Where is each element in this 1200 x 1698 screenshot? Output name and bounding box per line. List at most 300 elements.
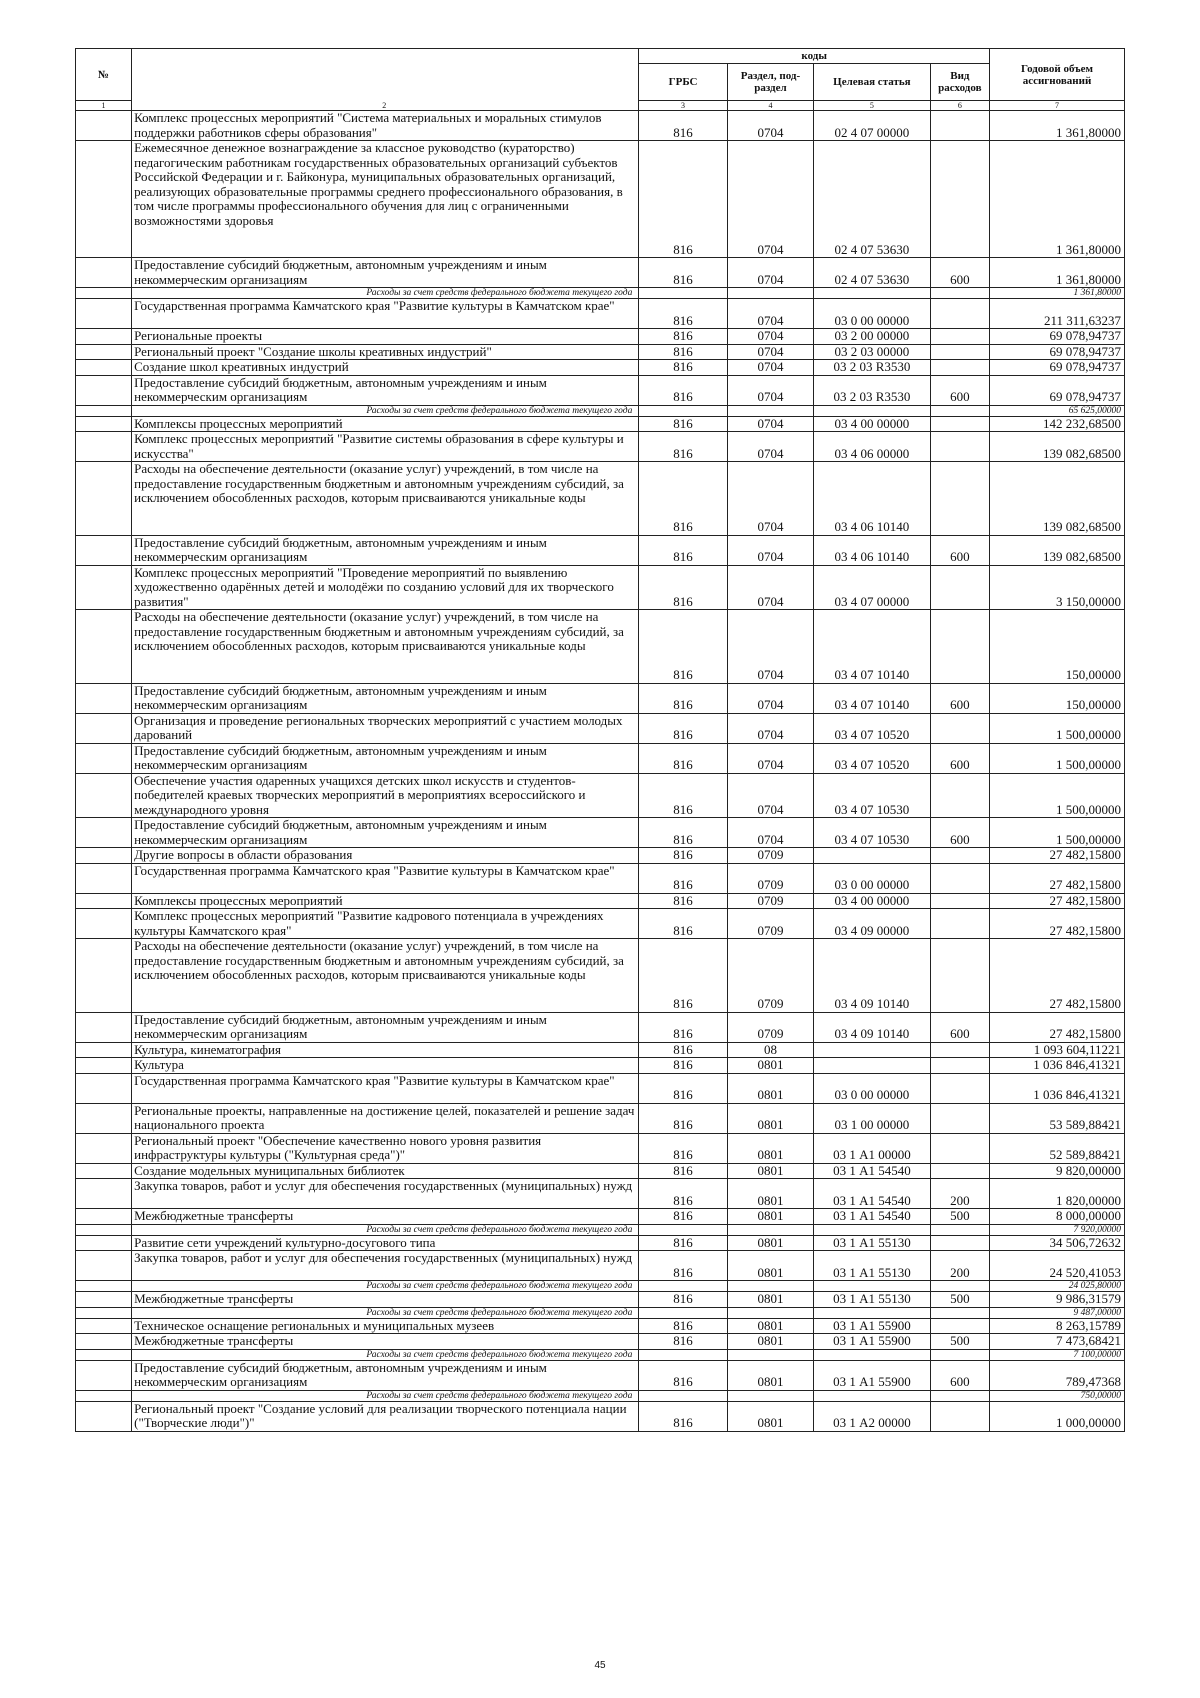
row-number-cell — [76, 299, 132, 329]
header-grbs: ГРБС — [639, 64, 727, 101]
amount-cell: 1 093 604,11221 — [990, 1042, 1125, 1058]
row-number-cell — [76, 329, 132, 345]
row-number-cell — [76, 939, 132, 1013]
row-number-cell — [76, 1179, 132, 1209]
expense-kind-cell — [930, 1058, 989, 1074]
grbs-cell: 816 — [639, 258, 727, 288]
row-name: Предоставление субсидий бюджетным, автономным учреждениям и иным некоммерческим организациям — [132, 1012, 639, 1042]
row-number-cell — [76, 288, 132, 299]
row-name: Предоставление субсидий бюджетным, автономным учреждениям и иным некоммерческим организациям — [132, 535, 639, 565]
section-cell: 0801 — [727, 1058, 813, 1074]
row-number-cell — [76, 1401, 132, 1431]
table-row — [76, 773, 1125, 818]
amount-cell: 53 589,88421 — [990, 1103, 1125, 1133]
row-name: Организация и проведение региональных творческих мероприятий с участием молодых дарований — [132, 713, 639, 743]
expense-kind-cell — [930, 1163, 989, 1179]
expense-kind-cell — [930, 773, 989, 818]
target-article-cell: 03 1 А1 54540 — [814, 1179, 931, 1209]
row-name: Закупка товаров, работ и услуг для обеспечения государственных (муниципальных) нужд — [132, 1179, 639, 1209]
row-name: Государственная программа Камчатского края "Развитие культуры в Камчатском крае" — [132, 1073, 639, 1103]
grbs-cell: 816 — [639, 1360, 727, 1390]
header-annual-amount: Годовой объем ассигнований — [990, 49, 1125, 101]
amount-cell: 7 920,00000 — [990, 1224, 1125, 1235]
amount-cell: 7 473,68421 — [990, 1334, 1125, 1350]
row-name: Расходы на обеспечение деятельности (оказание услуг) учреждений, в том числе на предоставление государственным бюджетным и автономным учреждениям субсидий, за исключением обособленных расходов, которым присваиваются уникальные коды — [132, 610, 639, 684]
grbs-cell: 816 — [639, 1292, 727, 1308]
expense-kind-cell — [930, 344, 989, 360]
amount-cell: 52 589,88421 — [990, 1133, 1125, 1163]
row-name: Обеспечение участия одаренных учащихся детских школ искусств и студентов-победителей краевых творческих мероприятий в мероприятиях всероссийского и международного уровня — [132, 773, 639, 818]
row-number-cell — [76, 818, 132, 848]
row-number-cell — [76, 1042, 132, 1058]
table-row — [76, 1209, 1125, 1225]
table-row — [76, 1318, 1125, 1334]
amount-cell: 27 482,15800 — [990, 939, 1125, 1013]
target-article-cell — [814, 1281, 931, 1292]
table-row — [76, 1401, 1125, 1431]
row-name: Региональные проекты, направленные на достижение целей, показателей и решение задач национального проекта — [132, 1103, 639, 1133]
row-name: Комплексы процессных мероприятий — [132, 893, 639, 909]
table-row — [76, 1012, 1125, 1042]
grbs-cell: 816 — [639, 610, 727, 684]
grbs-cell: 816 — [639, 565, 727, 610]
table-row — [76, 565, 1125, 610]
section-cell: 0801 — [727, 1163, 813, 1179]
expense-kind-cell — [930, 848, 989, 864]
section-cell: 0704 — [727, 683, 813, 713]
grbs-cell: 816 — [639, 683, 727, 713]
expense-kind-cell: 500 — [930, 1292, 989, 1308]
section-cell: 08 — [727, 1042, 813, 1058]
section-cell: 0801 — [727, 1103, 813, 1133]
target-article-cell: 03 4 07 10530 — [814, 773, 931, 818]
target-article-cell — [814, 1058, 931, 1074]
expense-kind-cell — [930, 1073, 989, 1103]
row-name: Развитие сети учреждений культурно-досугового типа — [132, 1235, 639, 1251]
table-row — [76, 1058, 1125, 1074]
table-row — [76, 713, 1125, 743]
grbs-cell: 816 — [639, 1209, 727, 1225]
grbs-cell: 816 — [639, 535, 727, 565]
section-cell — [727, 405, 813, 416]
amount-cell: 34 506,72632 — [990, 1235, 1125, 1251]
grbs-cell: 816 — [639, 141, 727, 258]
expense-kind-cell — [930, 1103, 989, 1133]
amount-cell: 27 482,15800 — [990, 909, 1125, 939]
federal-budget-row — [76, 1349, 1125, 1360]
expense-kind-cell — [930, 1401, 989, 1431]
federal-budget-row — [76, 1307, 1125, 1318]
section-cell: 0709 — [727, 909, 813, 939]
target-article-cell: 03 1 А1 54540 — [814, 1209, 931, 1225]
row-number-cell — [76, 1334, 132, 1350]
table-row — [76, 1251, 1125, 1281]
row-number-cell — [76, 1307, 132, 1318]
target-article-cell — [814, 1042, 931, 1058]
expense-kind-cell: 500 — [930, 1334, 989, 1350]
section-cell: 0709 — [727, 893, 813, 909]
expense-kind-cell — [930, 288, 989, 299]
table-row — [76, 375, 1125, 405]
table-row — [76, 610, 1125, 684]
federal-budget-row — [76, 1224, 1125, 1235]
section-cell — [727, 1224, 813, 1235]
section-cell: 0704 — [727, 258, 813, 288]
grbs-cell — [639, 1307, 727, 1318]
expense-kind-cell — [930, 299, 989, 329]
table-row — [76, 111, 1125, 141]
amount-cell: 65 625,00000 — [990, 405, 1125, 416]
expense-kind-cell — [930, 1042, 989, 1058]
expense-kind-cell — [930, 909, 989, 939]
row-number-cell — [76, 344, 132, 360]
section-cell: 0704 — [727, 535, 813, 565]
row-name: Создание модельных муниципальных библиотек — [132, 1163, 639, 1179]
target-article-cell: 03 1 00 00000 — [814, 1103, 931, 1133]
row-number-cell — [76, 111, 132, 141]
row-number-cell — [76, 1318, 132, 1334]
federal-budget-note: Расходы за счет средств федерального бюджета текущего года — [132, 1349, 639, 1360]
federal-budget-row — [76, 405, 1125, 416]
table-body — [76, 111, 1125, 1432]
row-name: Государственная программа Камчатского края "Развитие культуры в Камчатском крае" — [132, 299, 639, 329]
amount-cell: 1 500,00000 — [990, 818, 1125, 848]
section-cell — [727, 1307, 813, 1318]
row-name: Региональный проект "Создание школы креативных индустрий" — [132, 344, 639, 360]
row-number-cell — [76, 773, 132, 818]
grbs-cell: 816 — [639, 1318, 727, 1334]
expense-kind-cell — [930, 893, 989, 909]
row-name: Предоставление субсидий бюджетным, автономным учреждениям и иным некоммерческим организациям — [132, 375, 639, 405]
row-name: Культура, кинематография — [132, 1042, 639, 1058]
table-row — [76, 329, 1125, 345]
amount-cell: 789,47368 — [990, 1360, 1125, 1390]
row-name: Предоставление субсидий бюджетным, автономным учреждениям и иным некоммерческим организациям — [132, 818, 639, 848]
row-number-cell — [76, 258, 132, 288]
section-cell: 0704 — [727, 111, 813, 141]
section-cell: 0709 — [727, 939, 813, 1013]
grbs-cell: 816 — [639, 1179, 727, 1209]
header-target-article: Целевая статья — [814, 64, 931, 101]
grbs-cell: 816 — [639, 1133, 727, 1163]
expense-kind-cell: 600 — [930, 535, 989, 565]
header-number: № — [76, 49, 132, 101]
target-article-cell — [814, 405, 931, 416]
grbs-cell: 816 — [639, 743, 727, 773]
column-number: 4 — [727, 101, 813, 111]
federal-budget-note: Расходы за счет средств федерального бюджета текущего года — [132, 1224, 639, 1235]
expense-kind-cell — [930, 1224, 989, 1235]
section-cell: 0801 — [727, 1179, 813, 1209]
section-cell: 0704 — [727, 141, 813, 258]
section-cell: 0704 — [727, 375, 813, 405]
row-name: Ежемесячное денежное вознаграждение за классное руководство (кураторство) педагогическим работникам государственных образовательных организаций субъектов Российской Федерации и г. Байконура, муниципальных образовательных организаций, реализующих образовательные программы среднего профессионального образования, в том числе программы профессионального обучения для лиц с ограниченными возможностями здоровья — [132, 141, 639, 258]
table-row — [76, 258, 1125, 288]
expense-kind-cell: 600 — [930, 743, 989, 773]
row-name: Другие вопросы в области образования — [132, 848, 639, 864]
row-name: Региональный проект "Создание условий для реализации творческого потенциала нации ("Творческие люди")" — [132, 1401, 639, 1431]
grbs-cell: 816 — [639, 1251, 727, 1281]
expense-kind-cell — [930, 111, 989, 141]
federal-budget-row — [76, 1281, 1125, 1292]
row-number-cell — [76, 375, 132, 405]
section-cell — [727, 1281, 813, 1292]
table-row — [76, 1292, 1125, 1308]
row-number-cell — [76, 1133, 132, 1163]
section-cell: 0704 — [727, 329, 813, 345]
section-cell: 0801 — [727, 1209, 813, 1225]
federal-budget-row — [76, 1390, 1125, 1401]
table-row — [76, 416, 1125, 432]
amount-cell: 69 078,94737 — [990, 329, 1125, 345]
federal-budget-note: Расходы за счет средств федерального бюджета текущего года — [132, 1281, 639, 1292]
target-article-cell: 03 0 00 00000 — [814, 863, 931, 893]
row-number-cell — [76, 1235, 132, 1251]
row-number-cell — [76, 1281, 132, 1292]
column-number: 7 — [990, 101, 1125, 111]
expense-kind-cell: 600 — [930, 683, 989, 713]
budget-table — [75, 48, 1125, 1432]
target-article-cell: 03 1 А1 55900 — [814, 1334, 931, 1350]
section-cell: 0801 — [727, 1318, 813, 1334]
amount-cell: 27 482,15800 — [990, 893, 1125, 909]
row-number-cell — [76, 1163, 132, 1179]
expense-kind-cell — [930, 432, 989, 462]
expense-kind-cell: 600 — [930, 818, 989, 848]
grbs-cell: 816 — [639, 863, 727, 893]
amount-cell: 150,00000 — [990, 610, 1125, 684]
row-name: Предоставление субсидий бюджетным, автономным учреждениям и иным некоммерческим организациям — [132, 683, 639, 713]
row-name: Межбюджетные трансферты — [132, 1209, 639, 1225]
grbs-cell: 816 — [639, 1042, 727, 1058]
row-number-cell — [76, 405, 132, 416]
page-number: 45 — [594, 1660, 606, 1671]
expense-kind-cell — [930, 1390, 989, 1401]
row-number-cell — [76, 416, 132, 432]
amount-cell: 27 482,15800 — [990, 863, 1125, 893]
row-name: Техническое оснащение региональных и муниципальных музеев — [132, 1318, 639, 1334]
expense-kind-cell — [930, 1318, 989, 1334]
amount-cell: 69 078,94737 — [990, 344, 1125, 360]
row-name: Культура — [132, 1058, 639, 1074]
section-cell: 0704 — [727, 344, 813, 360]
row-number-cell — [76, 1073, 132, 1103]
row-number-cell — [76, 360, 132, 376]
target-article-cell: 03 4 00 00000 — [814, 416, 931, 432]
grbs-cell — [639, 1281, 727, 1292]
amount-cell: 1 500,00000 — [990, 743, 1125, 773]
section-cell: 0801 — [727, 1292, 813, 1308]
section-cell: 0704 — [727, 818, 813, 848]
grbs-cell: 816 — [639, 818, 727, 848]
row-name: Создание школ креативных индустрий — [132, 360, 639, 376]
table-row — [76, 462, 1125, 536]
amount-cell: 24 520,41053 — [990, 1251, 1125, 1281]
amount-cell: 7 100,00000 — [990, 1349, 1125, 1360]
table-row — [76, 683, 1125, 713]
row-number-cell — [76, 141, 132, 258]
row-number-cell — [76, 1390, 132, 1401]
expense-kind-cell: 600 — [930, 258, 989, 288]
target-article-cell: 03 2 03 R3530 — [814, 360, 931, 376]
amount-cell: 139 082,68500 — [990, 462, 1125, 536]
target-article-cell: 03 1 А1 55900 — [814, 1318, 931, 1334]
target-article-cell: 03 1 А1 55130 — [814, 1292, 931, 1308]
row-number-cell — [76, 1012, 132, 1042]
table-row — [76, 1133, 1125, 1163]
table-row — [76, 848, 1125, 864]
row-number-cell — [76, 713, 132, 743]
table-row — [76, 1360, 1125, 1390]
grbs-cell: 816 — [639, 909, 727, 939]
grbs-cell: 816 — [639, 360, 727, 376]
target-article-cell: 03 1 А1 54540 — [814, 1163, 931, 1179]
target-article-cell: 03 4 00 00000 — [814, 893, 931, 909]
column-number: 3 — [639, 101, 727, 111]
amount-cell: 1 036 846,41321 — [990, 1058, 1125, 1074]
amount-cell: 8 263,15789 — [990, 1318, 1125, 1334]
expense-kind-cell — [930, 329, 989, 345]
row-name: Комплексы процессных мероприятий — [132, 416, 639, 432]
table-row — [76, 141, 1125, 258]
target-article-cell: 03 4 09 10140 — [814, 1012, 931, 1042]
section-cell — [727, 1349, 813, 1360]
row-name: Комплекс процессных мероприятий "Система материальных и моральных стимулов поддержки работников сферы образования" — [132, 111, 639, 141]
target-article-cell: 03 1 А1 55130 — [814, 1251, 931, 1281]
grbs-cell: 816 — [639, 375, 727, 405]
row-number-cell — [76, 1224, 132, 1235]
grbs-cell — [639, 1390, 727, 1401]
grbs-cell: 816 — [639, 416, 727, 432]
row-number-cell — [76, 683, 132, 713]
amount-cell: 1 361,80000 — [990, 111, 1125, 141]
row-name: Предоставление субсидий бюджетным, автономным учреждениям и иным некоммерческим организациям — [132, 258, 639, 288]
row-name: Комплекс процессных мероприятий "Развитие кадрового потенциала в учреждениях культуры Камчатского края" — [132, 909, 639, 939]
section-cell: 0704 — [727, 462, 813, 536]
target-article-cell: 03 1 А1 55130 — [814, 1235, 931, 1251]
row-name: Расходы на обеспечение деятельности (оказание услуг) учреждений, в том числе на предоставление государственным бюджетным и автономным учреждениям субсидий, за исключением обособленных расходов, которым присваиваются уникальные коды — [132, 462, 639, 536]
section-cell: 0801 — [727, 1073, 813, 1103]
target-article-cell — [814, 1390, 931, 1401]
target-article-cell: 03 2 03 R3530 — [814, 375, 931, 405]
section-cell: 0801 — [727, 1133, 813, 1163]
row-number-cell — [76, 1251, 132, 1281]
grbs-cell: 816 — [639, 111, 727, 141]
row-number-cell — [76, 432, 132, 462]
grbs-cell: 816 — [639, 329, 727, 345]
amount-cell: 8 000,00000 — [990, 1209, 1125, 1225]
federal-budget-note: Расходы за счет средств федерального бюджета текущего года — [132, 405, 639, 416]
table-row — [76, 863, 1125, 893]
target-article-cell: 03 4 09 10140 — [814, 939, 931, 1013]
grbs-cell: 816 — [639, 462, 727, 536]
section-cell: 0801 — [727, 1235, 813, 1251]
amount-cell: 69 078,94737 — [990, 360, 1125, 376]
grbs-cell: 816 — [639, 848, 727, 864]
target-article-cell: 03 4 07 10530 — [814, 818, 931, 848]
section-cell: 0704 — [727, 565, 813, 610]
row-number-cell — [76, 1292, 132, 1308]
target-article-cell — [814, 1349, 931, 1360]
amount-cell: 9 986,31579 — [990, 1292, 1125, 1308]
target-article-cell: 03 4 07 10140 — [814, 683, 931, 713]
target-article-cell — [814, 288, 931, 299]
row-number-cell — [76, 893, 132, 909]
table-row — [76, 535, 1125, 565]
target-article-cell: 03 0 00 00000 — [814, 1073, 931, 1103]
row-name: Региональные проекты — [132, 329, 639, 345]
table-row — [76, 818, 1125, 848]
row-name: Комплекс процессных мероприятий "Проведение мероприятий по выявлению художественно одарённых детей и молодёжи по созданию условий для их творческого развития" — [132, 565, 639, 610]
expense-kind-cell — [930, 462, 989, 536]
target-article-cell: 03 4 07 10520 — [814, 713, 931, 743]
amount-cell: 9 820,00000 — [990, 1163, 1125, 1179]
header-codes: коды — [639, 49, 990, 64]
target-article-cell: 02 4 07 00000 — [814, 111, 931, 141]
row-number-cell — [76, 1209, 132, 1225]
amount-cell: 150,00000 — [990, 683, 1125, 713]
target-article-cell: 03 0 00 00000 — [814, 299, 931, 329]
section-cell: 0704 — [727, 743, 813, 773]
row-name: Расходы на обеспечение деятельности (оказание услуг) учреждений, в том числе на предоставление государственным бюджетным и автономным учреждениям субсидий, за исключением обособленных расходов, которым присваиваются уникальные коды — [132, 939, 639, 1013]
grbs-cell: 816 — [639, 432, 727, 462]
section-cell: 0709 — [727, 863, 813, 893]
header-expense-kind: Вид расходов — [930, 64, 989, 101]
grbs-cell: 816 — [639, 893, 727, 909]
target-article-cell: 03 2 00 00000 — [814, 329, 931, 345]
section-cell: 0704 — [727, 432, 813, 462]
table-row — [76, 432, 1125, 462]
row-name: Межбюджетные трансферты — [132, 1292, 639, 1308]
table-row — [76, 939, 1125, 1013]
row-number-cell — [76, 1360, 132, 1390]
amount-cell: 27 482,15800 — [990, 1012, 1125, 1042]
target-article-cell: 02 4 07 53630 — [814, 141, 931, 258]
row-number-cell — [76, 565, 132, 610]
section-cell — [727, 288, 813, 299]
amount-cell: 24 025,80000 — [990, 1281, 1125, 1292]
expense-kind-cell — [930, 141, 989, 258]
section-cell: 0801 — [727, 1251, 813, 1281]
amount-cell: 1 361,80000 — [990, 141, 1125, 258]
expense-kind-cell — [930, 405, 989, 416]
grbs-cell: 816 — [639, 1103, 727, 1133]
section-cell: 0704 — [727, 416, 813, 432]
section-cell: 0709 — [727, 1012, 813, 1042]
section-cell: 0801 — [727, 1401, 813, 1431]
grbs-cell: 816 — [639, 1401, 727, 1431]
row-number-cell — [76, 462, 132, 536]
grbs-cell — [639, 288, 727, 299]
amount-cell: 9 487,00000 — [990, 1307, 1125, 1318]
section-cell: 0704 — [727, 773, 813, 818]
amount-cell: 1 500,00000 — [990, 773, 1125, 818]
section-cell: 0704 — [727, 360, 813, 376]
expense-kind-cell — [930, 610, 989, 684]
row-number-cell — [76, 610, 132, 684]
row-number-cell — [76, 1349, 132, 1360]
table-row — [76, 1042, 1125, 1058]
grbs-cell: 816 — [639, 1012, 727, 1042]
table-row — [76, 743, 1125, 773]
target-article-cell: 03 1 А1 55900 — [814, 1360, 931, 1390]
section-cell — [727, 1390, 813, 1401]
row-number-cell — [76, 743, 132, 773]
grbs-cell — [639, 1224, 727, 1235]
table-row — [76, 909, 1125, 939]
grbs-cell — [639, 1349, 727, 1360]
target-article-cell — [814, 1307, 931, 1318]
